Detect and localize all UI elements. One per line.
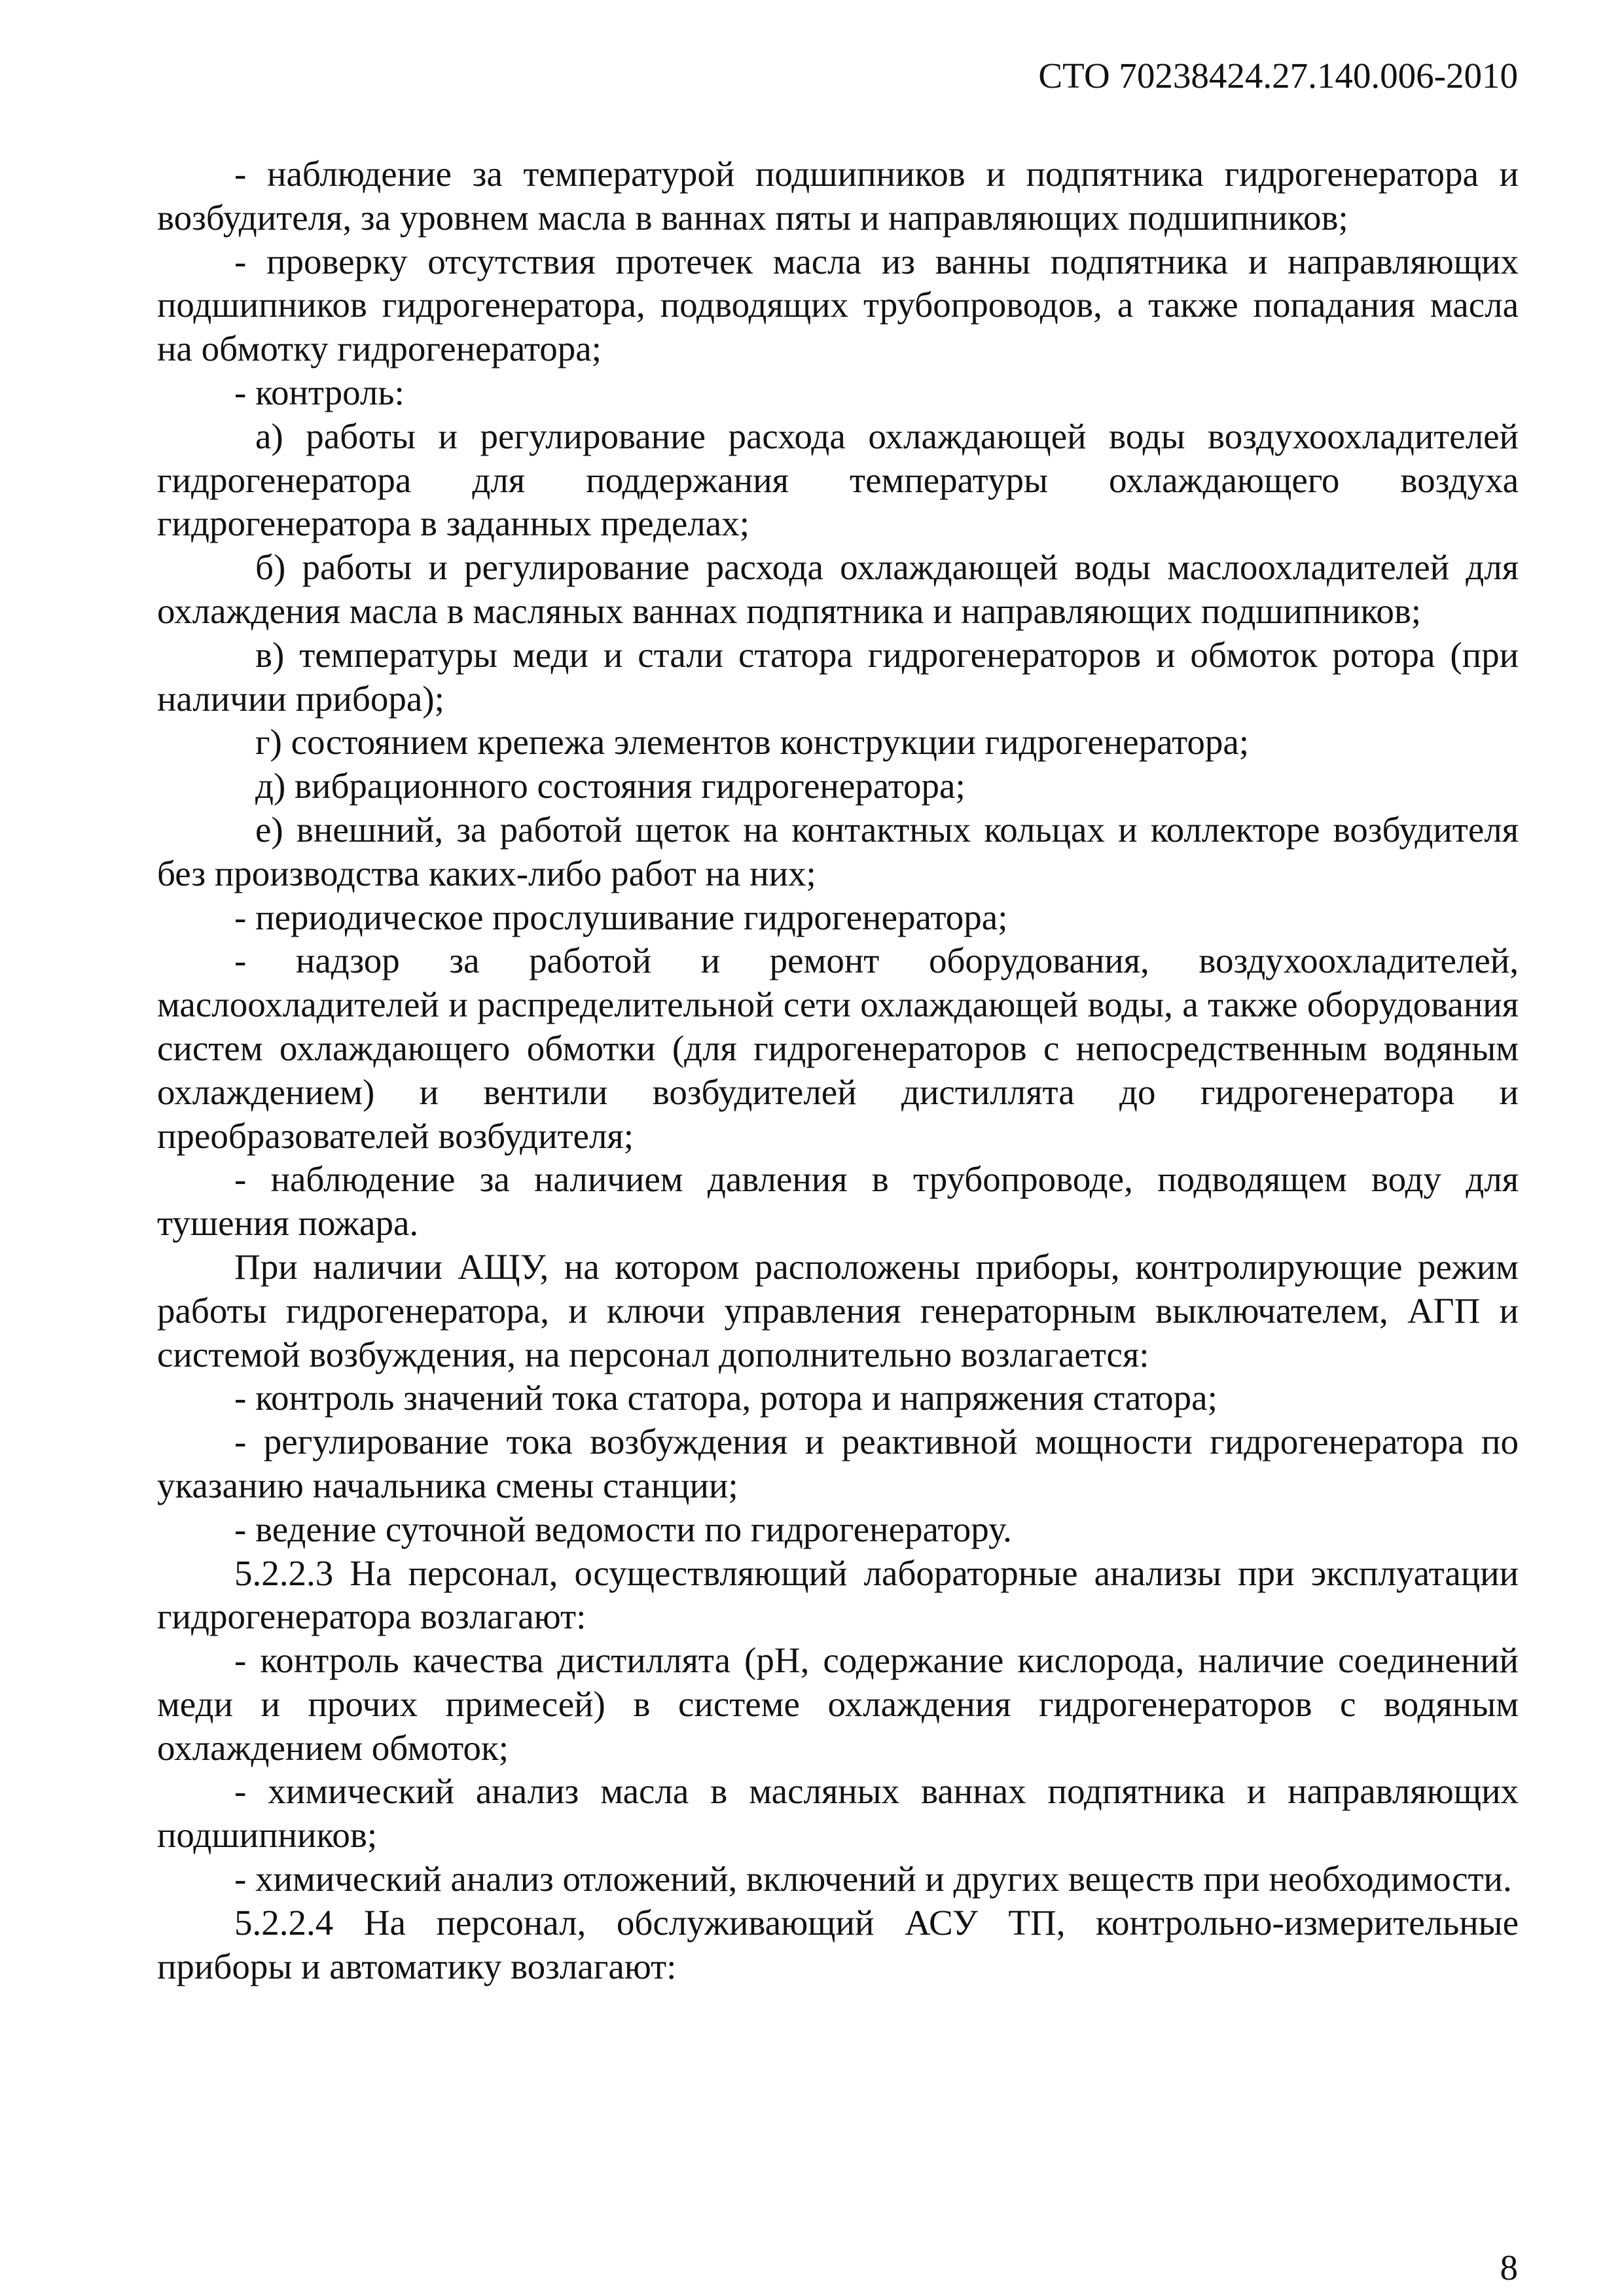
document-code: СТО 70238424.27.140.006-2010 xyxy=(1038,56,1518,96)
body-text xyxy=(157,152,1519,1988)
list-item-current-control: - контроль значений тока статора, ротора и напряжения статора; xyxy=(234,1378,1218,1418)
list-item-oil-chemical-analysis: - химический анализ масла в масляных ваннах подпятника и направляющих подшипников; xyxy=(157,1771,1519,1856)
subitem-e-brushes-inspection: е) внешний, за работой щеток на контактных кольцах и коллекторе возбудителя без производства каких-либо работ на них; xyxy=(157,809,1519,893)
page-number: 8 xyxy=(1500,2248,1518,2287)
list-item-distillate-quality: - контроль качества дистиллята (pH, содержание кислорода, наличие соединений меди и прочих примесей) в системе охлаждения гидрогенераторов с водяным охлаждением обмоток; xyxy=(157,1640,1519,1768)
list-item-deposits-analysis: - химический анализ отложений, включений и других веществ при необходимости. xyxy=(234,1859,1512,1899)
list-item-daily-log: - ведение суточной ведомости по гидрогенератору. xyxy=(234,1509,1012,1549)
list-item-bearing-temperature: - наблюдение за температурой подшипников и подпятника гидрогенератора и возбудителя, за уровнем масла в ваннах пяты и направляющих подшипников; xyxy=(157,154,1519,238)
subitem-a-air-coolers: а) работы и регулирование расхода охлаждающей воды воздухоохладителей гидрогенератора для поддержания температуры охлаждающего воздуха гидрогенератора в заданных пределах; xyxy=(157,416,1519,544)
subitem-d-vibration-state: д) вибрационного состояния гидрогенератора; xyxy=(255,766,965,806)
list-item-fire-water-pressure: - наблюдение за наличием давления в трубопроводе, подводящем воду для тушения пожара. xyxy=(157,1159,1519,1244)
subitem-v-stator-temperature: в) температуры меди и стали статора гидрогенераторов и обмоток ротора (при наличии прибора); xyxy=(157,634,1519,719)
list-item-control-heading: - контроль: xyxy=(234,372,405,412)
list-item-periodic-listening: - периодическое прослушивание гидрогенератора; xyxy=(234,897,1008,937)
section-5-2-2-4: 5.2.2.4 На персонал, обслуживающий АСУ ТП, контрольно-измерительные приборы и автоматику возлагают: xyxy=(157,1902,1519,1986)
paragraph-control-panel: При наличии АЩУ, на котором расположены приборы, контролирующие режим работы гидрогенератора, и ключи управления генераторным выключателем, АГП и системой возбуждения, на персонал дополнительно возлагается: xyxy=(157,1246,1519,1374)
list-item-oil-leak-check: - проверку отсутствия протечек масла из ванны подпятника и направляющих подшипников гидрогенератора, подводящих трубопроводов, а также попадания масла на обмотку гидрогенератора; xyxy=(157,241,1519,369)
list-item-supervision-repair: - надзор за работой и ремонт оборудования, воздухоохладителей, маслоохладителей и распределительной сети охлаждающей воды, а также оборудования систем охлаждающего обмотки (для гидрогенераторов с непосредственным водяным охлаждением) и вентили возбудителей дистиллята до гидрогенератора и преобразователей возбудителя; xyxy=(157,941,1519,1156)
subitem-b-oil-coolers: б) работы и регулирование расхода охлаждающей воды маслоохладителей для охлаждения масла в масляных ваннах подпятника и направляющих подшипников; xyxy=(157,547,1519,631)
list-item-excitation-regulation: - регулирование тока возбуждения и реактивной мощности гидрогенератора по указанию начальника смены станции; xyxy=(157,1422,1519,1505)
subitem-g-fastening-state: г) состоянием крепежа элементов конструкции гидрогенератора; xyxy=(255,722,1250,762)
section-5-2-2-3: 5.2.2.3 На персонал, осуществляющий лабораторные анализы при эксплуатации гидрогенератора возлагают: xyxy=(157,1552,1519,1637)
